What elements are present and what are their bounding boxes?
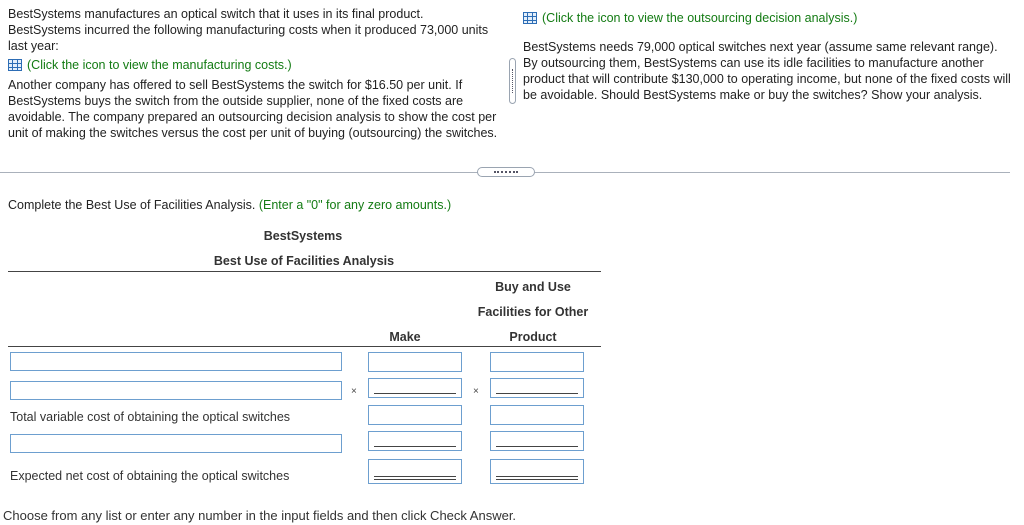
row1-label-select[interactable]	[10, 352, 342, 371]
company-name: BestSystems	[263, 229, 343, 243]
total-variable-make-input[interactable]	[368, 405, 462, 425]
instruction	[8, 198, 451, 212]
row2-make-multiply-sign: ×	[351, 386, 357, 397]
row2-buy-input[interactable]	[490, 378, 584, 398]
manufacturing-costs-link-text[interactable]: (Click the icon to view the manufacturing costs.)	[27, 58, 292, 72]
problem-left-pane	[8, 6, 498, 141]
horizontal-splitter-handle[interactable]	[477, 167, 535, 177]
instruction-hint: (Enter a "0" for any zero amounts.)	[258, 198, 452, 212]
manufacturing-costs-link[interactable]	[8, 57, 498, 73]
offer-text: Another company has offered to sell BestSystems the switch for $16.50 per unit. If BestSystems buys the switch from the outside supplier, none of the fixed costs are avoidable. The company prepared an outsourcing decision analysis to show the cost per unit of making the switches versus the cost per unit of buying (outsourcing) the switches.	[8, 78, 498, 140]
question-text: BestSystems needs 79,000 optical switches next year (assume same relevant range). By outsourcing them, BestSystems can use its idle facilities to manufacture another product that will contribute $130,000 to operating income, but none of the fixed costs will be avoidable. Should BestSystems make or buy the switches? Show your analysis.	[523, 40, 1011, 102]
row1-buy-input[interactable]	[490, 352, 584, 372]
col-buy-line2: Facilities for Other	[477, 305, 589, 319]
total-variable-buy-input[interactable]	[490, 405, 584, 425]
col-buy-line1: Buy and Use	[495, 280, 571, 294]
grid-table-icon[interactable]	[8, 59, 22, 71]
table-header-rule	[8, 346, 601, 347]
row2-label-select[interactable]	[10, 381, 342, 400]
table-title-rule	[8, 271, 601, 272]
row1-make-input[interactable]	[368, 352, 462, 372]
outsourcing-analysis-link[interactable]	[523, 10, 1013, 26]
row2-make-input[interactable]	[368, 378, 462, 398]
table-title: Best Use of Facilities Analysis	[213, 254, 395, 268]
footer-instruction: Choose from any list or enter any number in the input fields and then click Check Answer.	[3, 508, 517, 523]
outsourcing-analysis-link-text[interactable]: (Click the icon to view the outsourcing decision analysis.)	[542, 11, 858, 25]
row4-buy-input[interactable]	[490, 431, 584, 451]
instruction-main: Complete the Best Use of Facilities Analysis.	[8, 198, 256, 212]
grid-table-icon[interactable]	[523, 12, 537, 24]
row4-label-select[interactable]	[10, 434, 342, 453]
row2-buy-multiply-sign: ×	[473, 386, 479, 397]
problem-right-pane	[523, 10, 1013, 103]
problem-intro: BestSystems manufactures an optical switch that it uses in its final product. BestSystems incurred the following manufacturing costs when it produced 73,000 units last year:	[8, 7, 489, 53]
vertical-splitter-handle[interactable]	[509, 58, 516, 104]
expected-net-buy-input[interactable]	[490, 459, 584, 484]
row4-make-input[interactable]	[368, 431, 462, 451]
col-make-header: Make	[389, 330, 421, 344]
total-variable-cost-label: Total variable cost of obtaining the optical switches	[10, 410, 291, 424]
expected-net-cost-label: Expected net cost of obtaining the optical switches	[10, 469, 290, 483]
col-buy-line3: Product	[509, 330, 557, 344]
expected-net-make-input[interactable]	[368, 459, 462, 484]
